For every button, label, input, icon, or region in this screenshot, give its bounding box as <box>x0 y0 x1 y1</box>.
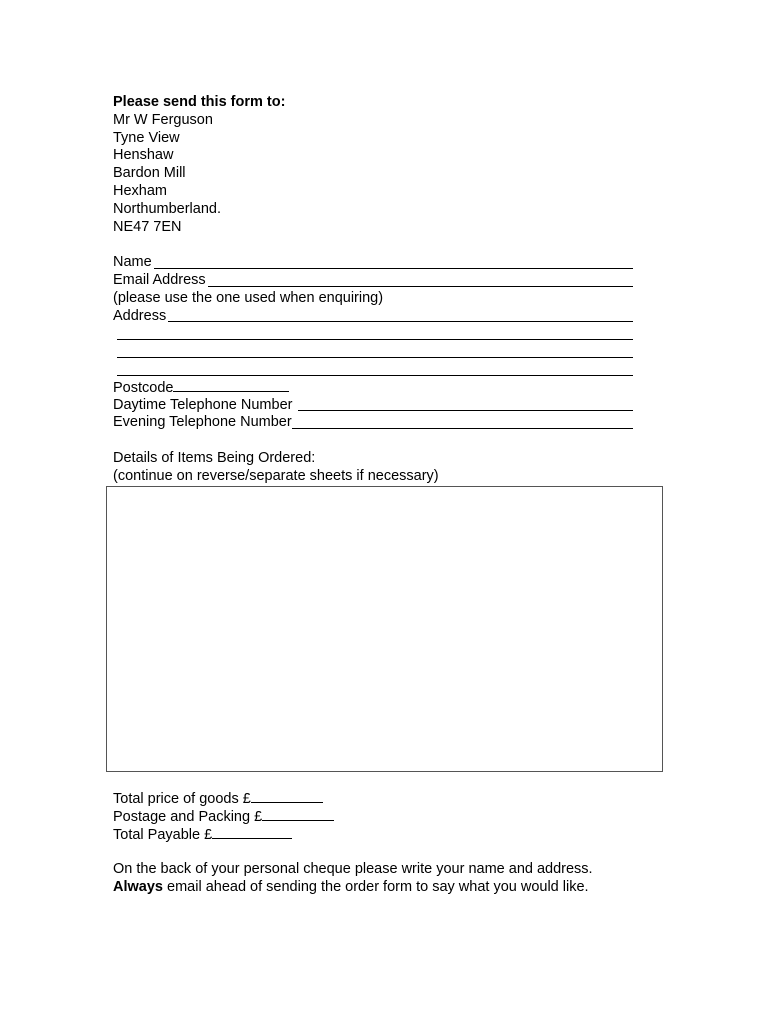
address-label: Address <box>113 307 167 324</box>
postcode-label: Postcode <box>113 379 174 396</box>
email-field[interactable] <box>113 272 633 290</box>
goods-total-label: Total price of goods £ <box>113 791 251 807</box>
recipient-line: Northumberland. <box>113 200 221 217</box>
order-form <box>113 94 633 486</box>
email-note: (please use the one used when enquiring) <box>113 289 384 306</box>
items-note: (continue on reverse/separate sheets if necessary) <box>113 467 439 484</box>
recipient-line: Tyne View <box>113 129 180 146</box>
recipient-line: Bardon Mill <box>113 165 186 182</box>
postage-blank[interactable] <box>262 808 334 821</box>
postage-label: Postage and Packing £ <box>113 808 263 825</box>
daytime-phone-field[interactable] <box>113 397 633 415</box>
recipient-line: Mr W Ferguson <box>113 111 213 128</box>
address-line-4[interactable] <box>117 358 633 376</box>
email-ahead-note <box>113 879 673 897</box>
recipient-line: Henshaw <box>113 147 174 164</box>
goods-total-field[interactable] <box>113 790 673 808</box>
evening-phone-blank[interactable] <box>292 428 633 429</box>
email-ahead-text: email ahead of sending the order form to say what you would like. <box>162 878 589 895</box>
email-blank[interactable] <box>208 286 633 287</box>
total-payable-label: Total Payable £ <box>113 826 213 843</box>
recipient-line: NE47 7EN <box>113 218 182 235</box>
name-field[interactable] <box>113 254 633 272</box>
evening-phone-field[interactable] <box>113 414 633 432</box>
recipient-line: Hexham <box>113 182 167 199</box>
total-payable-field[interactable] <box>113 826 673 844</box>
daytime-phone-blank[interactable] <box>298 410 633 411</box>
items-heading: Details of Items Being Ordered: <box>113 449 316 466</box>
send-to-heading: Please send this form to: <box>113 94 286 110</box>
always-bold: Always <box>113 878 163 895</box>
name-label: Name <box>113 254 152 271</box>
email-label: Email Address <box>113 271 206 288</box>
postcode-field[interactable] <box>113 379 633 397</box>
address-line-3[interactable] <box>117 340 633 358</box>
address-line-2[interactable] <box>117 322 633 340</box>
name-blank[interactable] <box>154 268 633 269</box>
items-details-box[interactable] <box>106 486 663 772</box>
goods-total-blank[interactable] <box>251 790 323 803</box>
daytime-phone-label: Daytime Telephone Number <box>113 396 293 413</box>
total-payable-blank[interactable] <box>212 826 292 839</box>
postcode-blank[interactable] <box>173 379 289 392</box>
postage-field[interactable] <box>113 808 673 826</box>
totals-section <box>113 790 673 897</box>
cheque-note: On the back of your personal cheque please write your name and address. <box>113 861 593 878</box>
evening-phone-label: Evening Telephone Number <box>113 414 292 431</box>
